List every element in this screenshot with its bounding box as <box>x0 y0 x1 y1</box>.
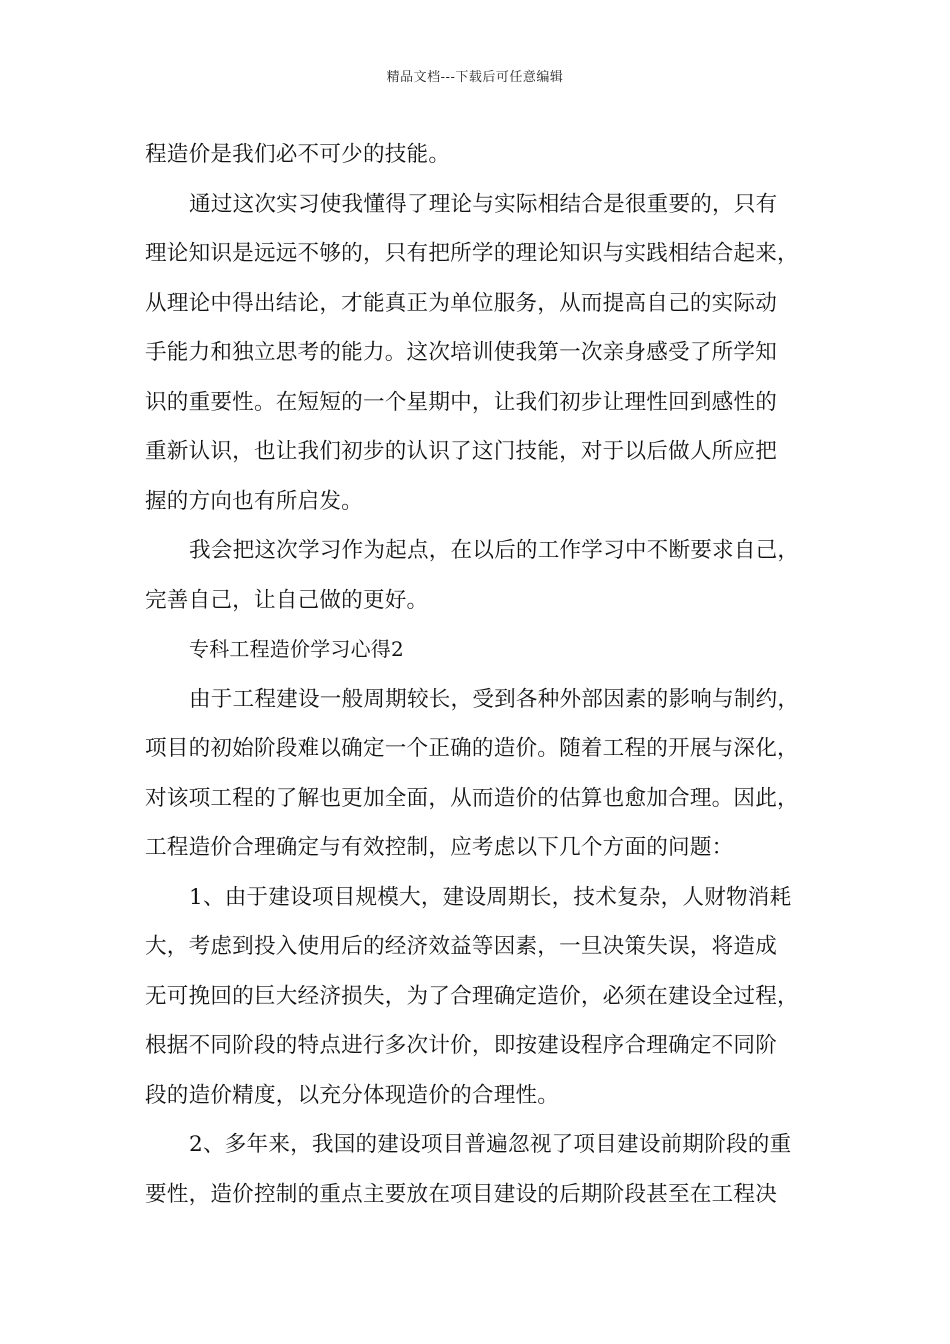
text-line: 对该项工程的了解也更加全面，从而造价的估算也愈加合理。因此， <box>145 785 799 811</box>
document-body <box>145 130 830 1219</box>
text-line: 要性，造价控制的重点主要放在项目建设的后期阶段甚至在工程决 <box>145 1181 778 1207</box>
text-line: 无可挽回的巨大经济损失，为了合理确定造价，必须在建设全过程， <box>145 983 799 1009</box>
text-line: 根据不同阶段的特点进行多次计价，即按建设程序合理确定不同阶 <box>145 1033 778 1058</box>
text-line: 程造价是我们必不可少的技能。 <box>145 142 451 167</box>
page-header: 精品文档---下载后可任意编辑 <box>386 70 564 85</box>
text-line: 通过这次实习使我懂得了理论与实际相结合是很重要的，只有 <box>189 191 778 217</box>
text-line: 完善自己，让自己做的更好。 <box>145 587 429 613</box>
text-line: 手能力和独立思考的能力。这次培训使我第一次亲身感受了所学知 <box>145 340 778 365</box>
text-line: 重新认识，也让我们初步的认识了这门技能，对于以后做人所应把 <box>145 439 778 464</box>
text-line: 项目的初始阶段难以确定一个正确的造价。随着工程的开展与深化， <box>145 736 799 761</box>
text-line: 识的重要性。在短短的一个星期中，让我们初步让理性回到感性的 <box>145 389 778 415</box>
text-line: 2、多年来，我国的建设项目普遍忽视了项目建设前期阶段的重 <box>189 1132 792 1157</box>
text-line: 大，考虑到投入使用后的经济效益等因素，一旦决策失误，将造成 <box>145 934 778 959</box>
text-line: 我会把这次学习作为起点，在以后的工作学习中不断要求自己， <box>189 538 800 563</box>
text-line: 1、由于建设项目规模大，建设周期长，技术复杂，人财物消耗 <box>189 884 792 910</box>
text-line: 由于工程建设一般周期较长，受到各种外部因素的影响与制约， <box>189 686 800 712</box>
text-line: 理论知识是远远不够的，只有把所学的理论知识与实践相结合起来， <box>145 241 799 266</box>
text-line: 握的方向也有所启发。 <box>145 488 363 514</box>
text-line: 从理论中得出结论，才能真正为单位服务，从而提高自己的实际动 <box>145 290 778 316</box>
text-line: 工程造价合理确定与有效控制，应考虑以下几个方面的问题： <box>145 835 734 860</box>
section-heading: 专科工程造价学习心得2 <box>189 637 404 661</box>
text-line: 段的造价精度，以充分体现造价的合理性。 <box>145 1082 560 1108</box>
